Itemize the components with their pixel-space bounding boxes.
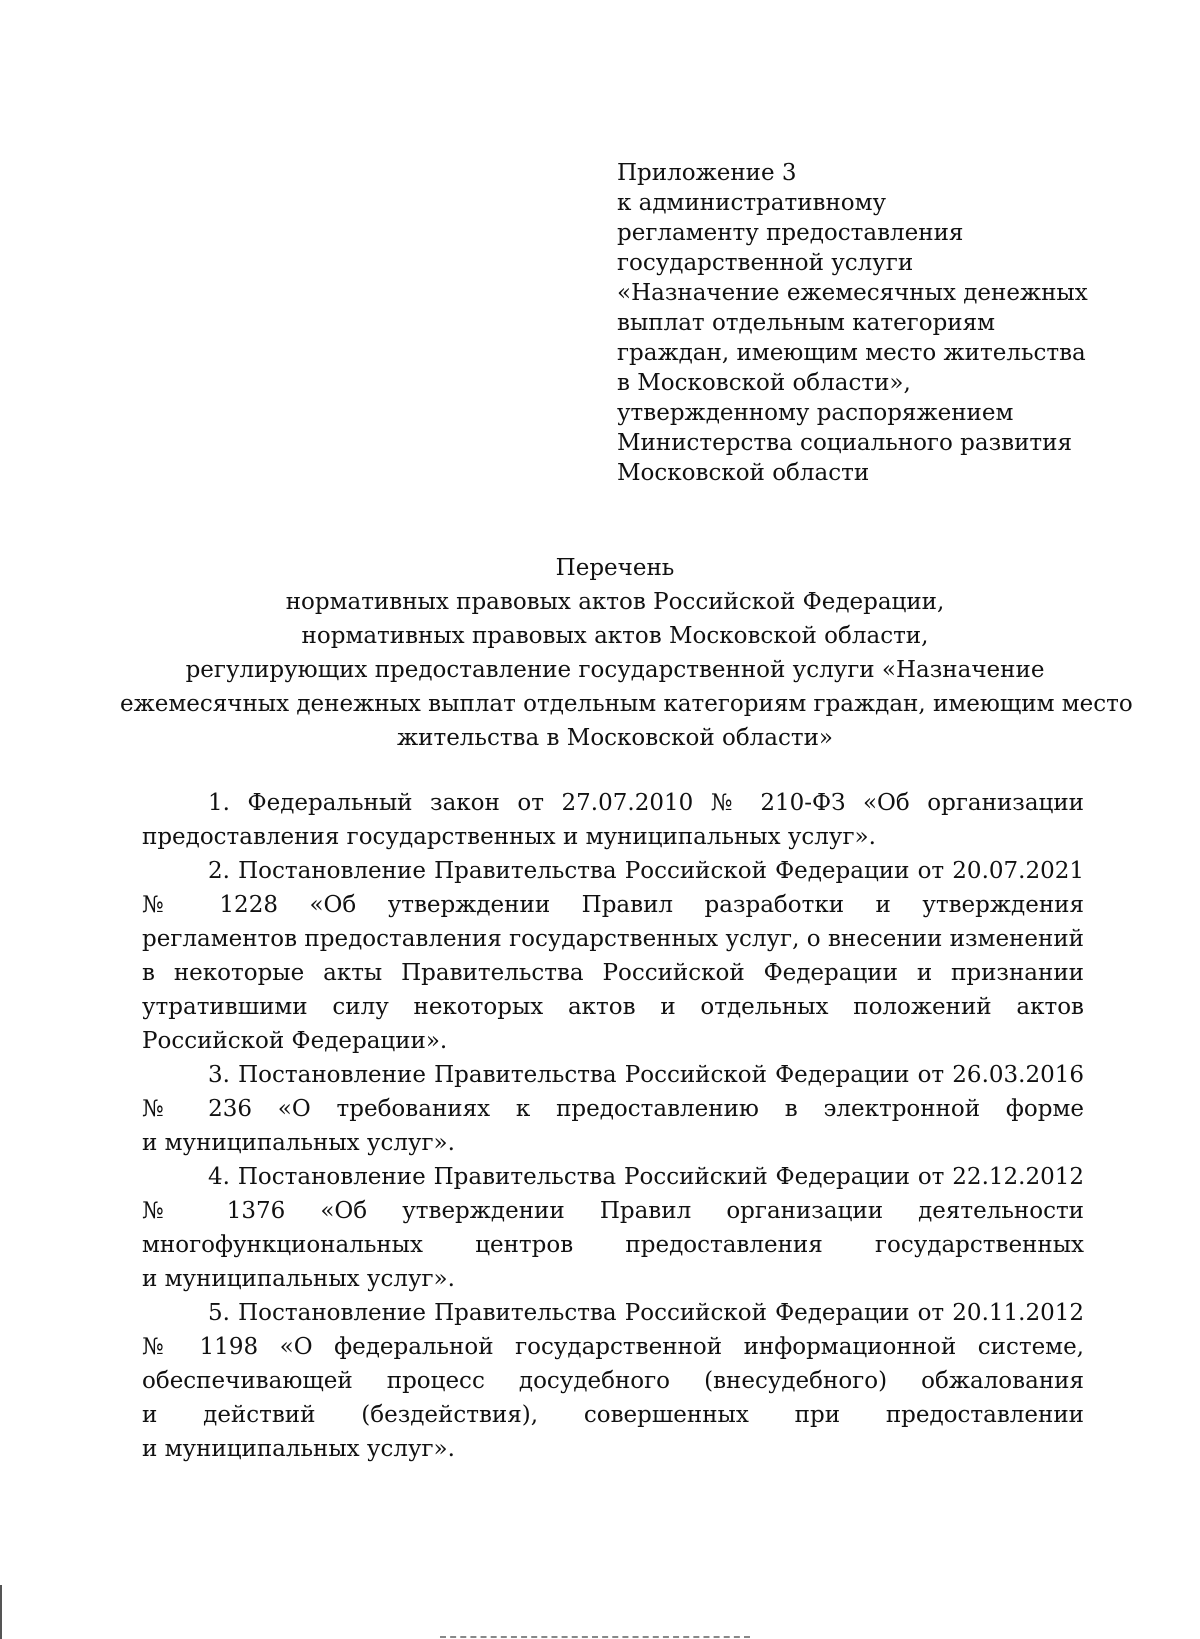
item-line: 5. Постановление Правительства Российской Федерации от 20.11.2012 xyxy=(208,1300,1084,1326)
appendix-line: Московской области xyxy=(617,460,870,486)
list-item xyxy=(142,1160,1084,1296)
appendix-line: выплат отдельным категориям xyxy=(617,310,996,336)
item-line: 3. Постановление Правительства Российской Федерации от 26.03.2016 xyxy=(208,1062,1084,1088)
scan-bottom-dash xyxy=(440,1636,750,1638)
item-line: и действий (бездействия), совершенных при предоставлении xyxy=(142,1402,1084,1428)
item-line: обеспечивающей процесс досудебного (внесудебного) обжалования xyxy=(142,1368,1084,1394)
appendix-header xyxy=(617,158,1097,488)
list-item xyxy=(142,854,1084,1058)
appendix-line: «Назначение ежемесячных денежных xyxy=(617,280,1088,306)
item-line: и муниципальных услуг». xyxy=(142,1436,455,1462)
list-item xyxy=(142,1296,1084,1466)
appendix-line: государственной услуги xyxy=(617,250,914,276)
list-item xyxy=(142,1058,1084,1160)
title-line: регулирующих предоставление государственной услуги «Назначение xyxy=(185,657,1045,683)
item-line: утратившими силу некоторых актов и отдельных положений актов xyxy=(142,994,1084,1020)
item-line: № 236 «О требованиях к предоставлению в электронной форме xyxy=(142,1096,1084,1122)
item-line: № 1376 «Об утверждении Правил организации деятельности xyxy=(142,1198,1084,1224)
item-line: № 1228 «Об утверждении Правил разработки и утверждения xyxy=(142,892,1084,918)
item-line: и муниципальных услуг». xyxy=(142,1130,455,1156)
scan-edge-mark xyxy=(0,1585,2,1639)
appendix-line: регламенту предоставления xyxy=(617,220,964,246)
appendix-line: к административному xyxy=(617,190,887,216)
title-line: жительства в Московской области» xyxy=(396,725,833,751)
document-title xyxy=(120,551,1133,755)
appendix-line: Приложение 3 xyxy=(617,160,797,186)
appendix-line: граждан, имеющим место жительства xyxy=(617,340,1086,366)
item-line: 2. Постановление Правительства Российской Федерации от 20.07.2021 xyxy=(208,858,1084,884)
item-line: 1. Федеральный закон от 27.07.2010 № 210-ФЗ «Об организации xyxy=(208,790,1084,816)
acts-list xyxy=(142,786,1084,1466)
item-line: многофункциональных центров предоставления государственных xyxy=(142,1232,1084,1258)
title-line: нормативных правовых актов Московской области, xyxy=(301,623,929,649)
item-line: предоставления государственных и муниципальных услуг». xyxy=(142,824,876,850)
item-line: 4. Постановление Правительства Российский Федерации от 22.12.2012 xyxy=(208,1164,1084,1190)
appendix-line: утвержденному распоряжением xyxy=(617,400,1014,426)
item-line: и муниципальных услуг». xyxy=(142,1266,455,1292)
item-line: № 1198 «О федеральной государственной информационной системе, xyxy=(142,1334,1084,1360)
item-line: в некоторые акты Правительства Российской Федерации и признании xyxy=(142,960,1084,986)
title-line: Перечень xyxy=(555,555,675,581)
title-line: нормативных правовых актов Российской Федерации, xyxy=(285,589,945,615)
title-line: ежемесячных денежных выплат отдельным категориям граждан, имеющим место xyxy=(120,691,1133,717)
list-item xyxy=(142,786,1084,854)
appendix-line: в Московской области», xyxy=(617,370,911,396)
item-line: Российской Федерации». xyxy=(142,1028,448,1054)
appendix-line: Министерства социального развития xyxy=(617,430,1072,456)
item-line: регламентов предоставления государственных услуг, о внесении изменений xyxy=(142,926,1084,952)
